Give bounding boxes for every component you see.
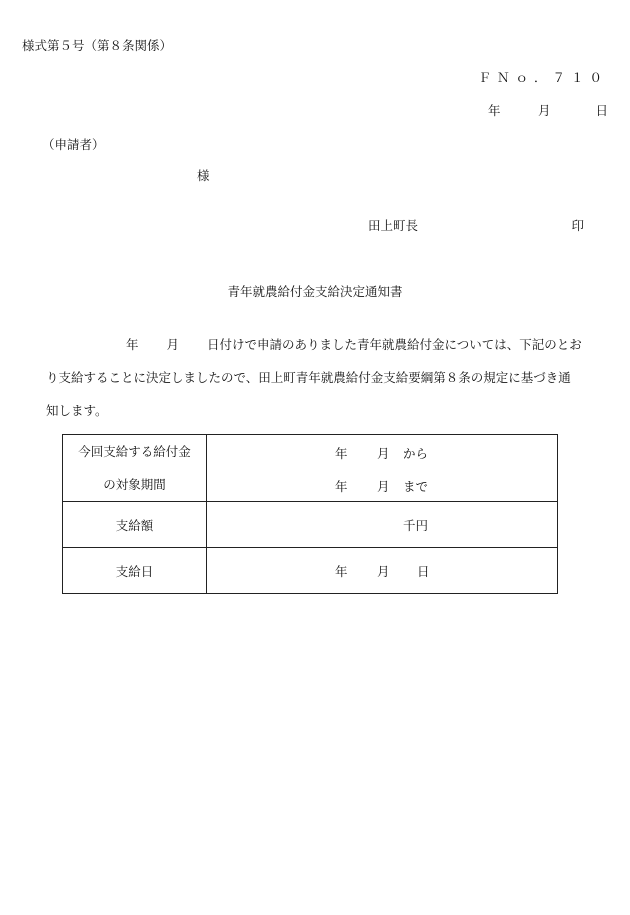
seal-mark: 印 bbox=[571, 218, 584, 233]
body-year: 年 bbox=[126, 337, 139, 352]
date-year: 年 bbox=[488, 103, 501, 118]
issuer bbox=[368, 216, 584, 234]
form-number: 様式第５号（第８条関係） bbox=[22, 38, 173, 53]
payday-row bbox=[63, 548, 558, 594]
period-row bbox=[63, 435, 558, 502]
body-line-1-rest: 日付けで申請のありました青年就農給付金については、下記のとお bbox=[207, 337, 582, 352]
to-year: 年 bbox=[335, 478, 348, 494]
file-number: ＦＮｏ．７１０ bbox=[478, 70, 608, 85]
body-line-1 bbox=[46, 328, 606, 361]
period-label-line-2: の対象期間 bbox=[103, 477, 166, 492]
body-month: 月 bbox=[166, 337, 180, 352]
date-day: 日 bbox=[595, 103, 608, 118]
to-suffix: まで bbox=[403, 478, 429, 494]
body-text bbox=[46, 328, 606, 427]
payday-month: 月 bbox=[377, 564, 390, 579]
payday-label: 支給日 bbox=[63, 548, 207, 594]
period-value-cell bbox=[207, 435, 558, 502]
details-table bbox=[62, 434, 558, 594]
from-month: 月 bbox=[377, 445, 390, 461]
payday-value-cell bbox=[207, 548, 558, 594]
body-line-2: り支給することに決定しましたので、田上町青年就農給付金支給要綱第８条の規定に基づき通 bbox=[46, 370, 571, 385]
amount-row bbox=[63, 502, 558, 548]
payday-day: 日 bbox=[417, 564, 430, 579]
from-year: 年 bbox=[335, 445, 348, 461]
amount-value-cell bbox=[207, 502, 558, 548]
applicant-label: （申請者） bbox=[42, 137, 105, 152]
date-month: 月 bbox=[538, 103, 551, 118]
honorific: 様 bbox=[197, 168, 210, 183]
from-suffix: から bbox=[403, 445, 429, 461]
payday-year: 年 bbox=[335, 564, 348, 579]
amount-label: 支給額 bbox=[63, 502, 207, 548]
to-month: 月 bbox=[377, 478, 390, 494]
amount-unit: 千円 bbox=[403, 518, 429, 533]
period-label-line-1: 今回支給する給付金 bbox=[78, 444, 191, 459]
document-title: 青年就農給付金支給決定通知書 bbox=[227, 284, 403, 299]
issuer-name: 田上町長 bbox=[368, 218, 419, 233]
body-line-3: 知します。 bbox=[46, 403, 108, 418]
period-label-cell bbox=[63, 435, 207, 502]
